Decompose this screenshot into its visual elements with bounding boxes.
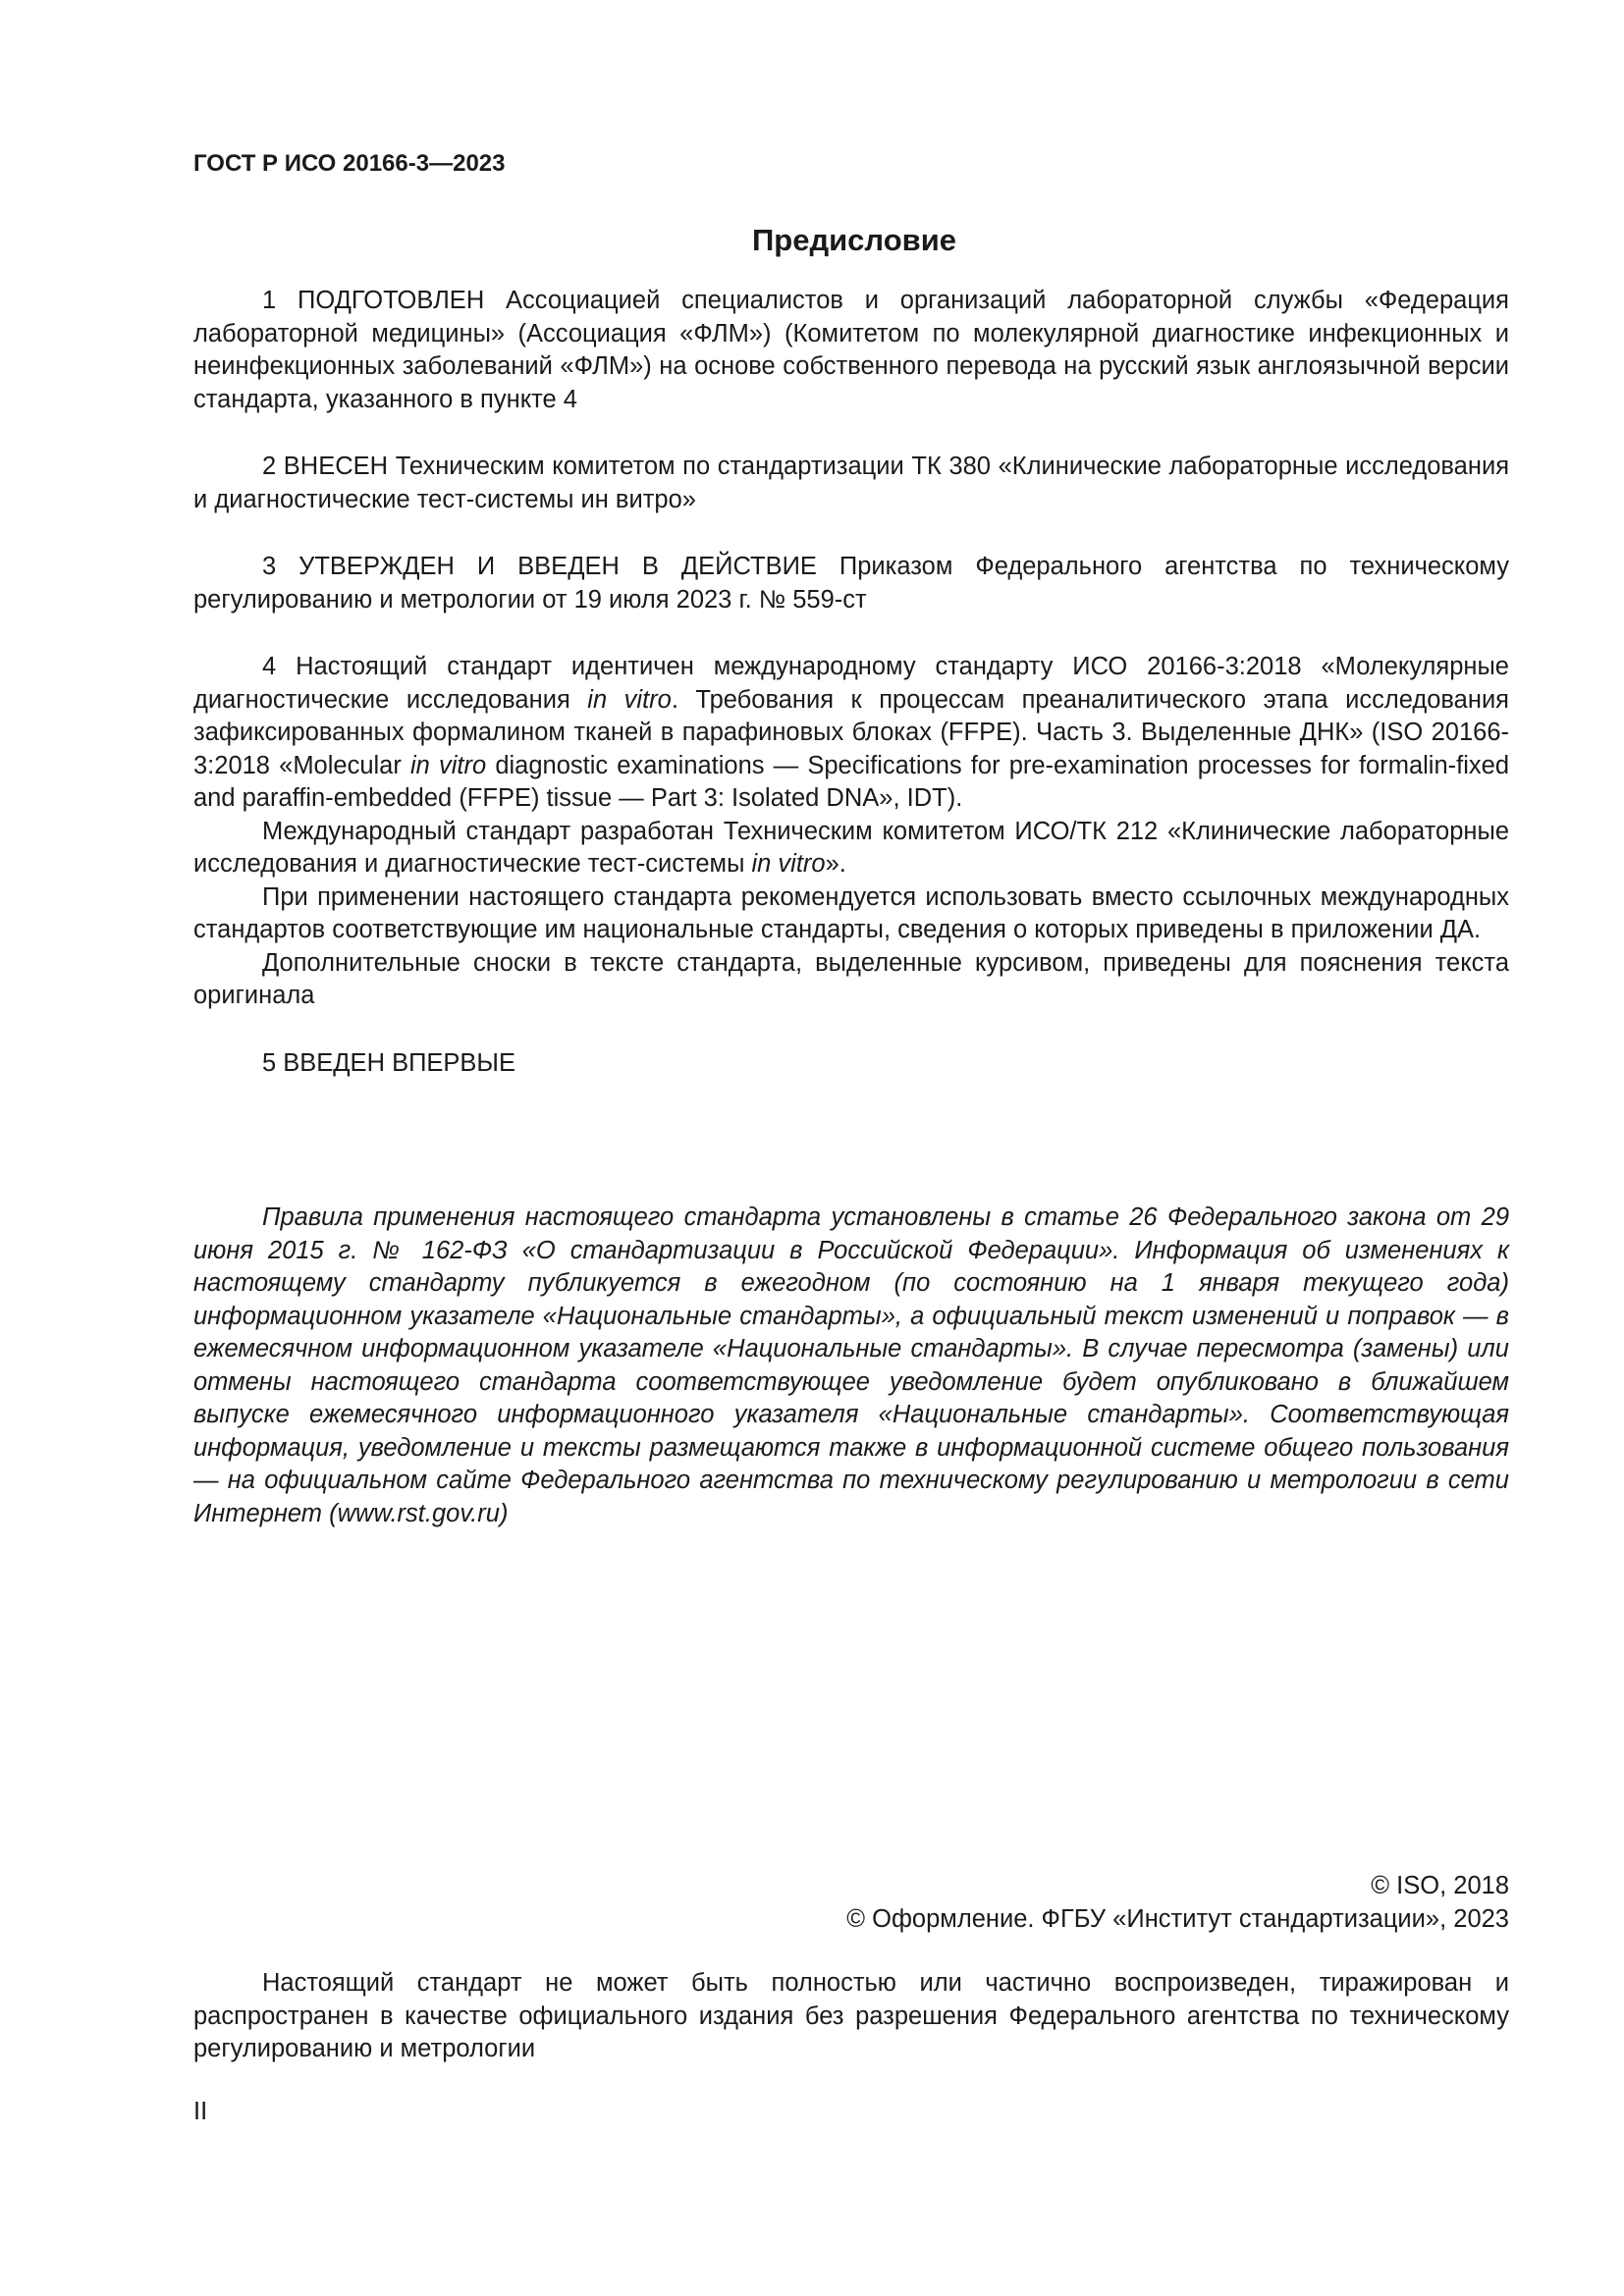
item-4-italic-2: in vitro — [410, 751, 487, 779]
notice-text: Правила применения настоящего стандарта установлены в статье 26 Федерального закона от 29 июня 2015 г. № 162-ФЗ «О стандартизации в Российской Федерации». Информация об изменениях к настоящему стандарту публикуется в ежегодном (по состоянию на 1 января текущего года) информационном указателе «Национальные стандарты», а официальный текст изменений и поправок — в ежемесячном информационном указателе «Национальные стандарты». В случае пересмотра (замены) или отмены настоящего стандарта соответствующее уведомление будет опубликовано в ближайшем выпуске ежемесячного информационного указателя «Национальные стандарты». Соответствующая информация, уведомление и тексты размещаются также в информационной системе общего пользования — на официальном сайте Федерального агентства по техническому регулированию и метрологии в сети Интернет (www.rst.gov.ru) — [193, 1203, 1509, 1527]
item-4-text-3: diagnostic examinations — Specifications for pre-examination processes for formalin-fixed and paraffin-embedded (FFPE) tissue — Part 3: Isolated DNA», IDT). — [193, 751, 1510, 812]
copyright-block — [846, 1870, 1509, 1936]
foreword-item-4-footnotes: Дополнительные сноски в тексте стандарта, выделенные курсивом, приведены для пояснения текста оригинала — [193, 948, 1509, 1009]
committee-italic: in vitro — [751, 850, 826, 878]
item-4-text-2: . Требования к процессам преаналитического этапа исследования зафиксированных формалином тканей в парафиновых блоках (FFPE). Часть 3. Выделенные ДНК» (ISO 20166-3:2018 «Molecular — [193, 685, 1509, 779]
standard-code-header: ГОСТ Р ИСО 20166-3—2023 — [193, 150, 506, 177]
foreword-item-5: 5 ВВЕДЕН ВПЕРВЫЕ — [262, 1048, 516, 1077]
foreword-item-4 — [193, 651, 1509, 816]
foreword-item-4-committee — [193, 816, 1509, 881]
page-number: II — [193, 2098, 208, 2125]
reproduction-text: Настоящий стандарт не может быть полностью или частично воспроизведен, тиражирован и распространен в качестве официального издания без разрешения Федерального агентства по техническому регулированию и метрологии — [193, 1969, 1509, 2062]
committee-text-2: ». — [825, 850, 846, 878]
foreword-item-2: 2 ВНЕСЕН Техническим комитетом по стандартизации ТК 380 «Клинические лабораторные исследования и диагностические тест-системы ин витро» — [193, 453, 1509, 513]
foreword-item-4-application: При применении настоящего стандарта рекомендуется использовать вместо ссылочных международных стандартов соответствующие им национальные стандарты, сведения о которых приведены в приложении ДА. — [193, 882, 1509, 943]
committee-text-1: Международный стандарт разработан Техническим комитетом ИСО/ТК 212 «Клинические лабораторные исследования и диагностические тест-системы — [193, 817, 1509, 878]
reproduction-notice — [193, 1967, 1509, 2066]
foreword-body — [193, 285, 1509, 1080]
foreword-item-3: 3 УТВЕРЖДЕН И ВВЕДЕН В ДЕЙСТВИЕ Приказом Федерального агентства по техническому регулированию и метрологии от 19 июля 2023 г. № 559-ст — [193, 553, 1509, 614]
application-rules-notice — [193, 1201, 1509, 1530]
foreword-item-1: 1 ПОДГОТОВЛЕН Ассоциацией специалистов и организаций лабораторной службы «Федерация лабораторной медицины» (Ассоциация «ФЛМ») (Комитетом по молекулярной диагностике инфекционных и неинфекционных заболеваний «ФЛМ») на основе собственного перевода на русский язык англоязычной версии стандарта, указанного в пункте 4 — [193, 287, 1509, 413]
copyright-design: © Оформление. ФГБУ «Институт стандартизации», 2023 — [846, 1904, 1509, 1933]
page-title: Предисловие — [751, 223, 956, 257]
copyright-iso: © ISO, 2018 — [1371, 1872, 1509, 1899]
item-4-text-1: 4 Настоящий стандарт идентичен международному стандарту ИСО 20166-3:2018 «Молекулярные диагностические исследования — [193, 653, 1509, 714]
item-4-italic-1: in vitro — [587, 685, 672, 714]
